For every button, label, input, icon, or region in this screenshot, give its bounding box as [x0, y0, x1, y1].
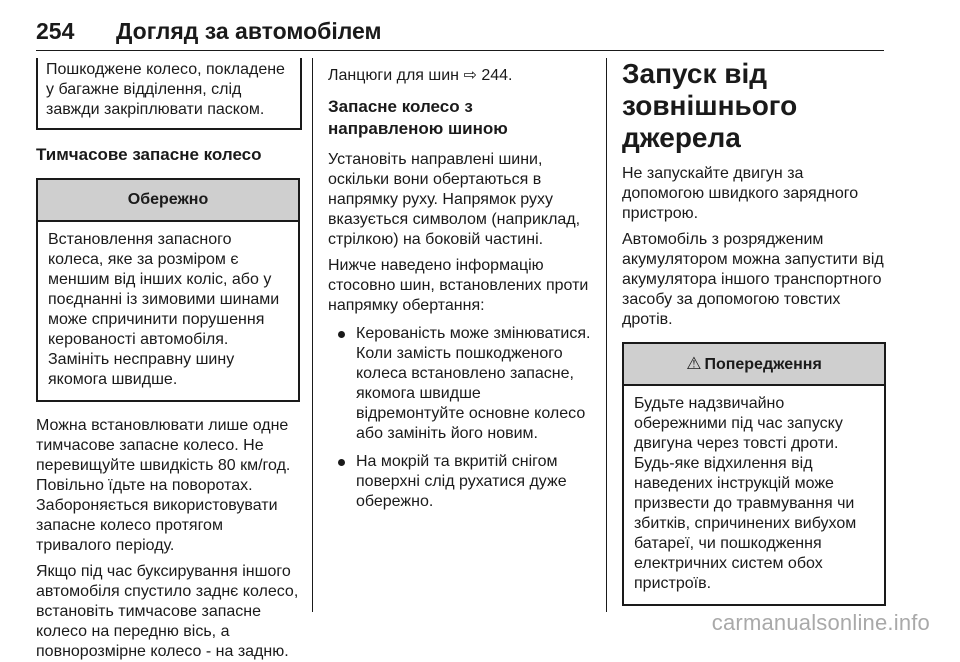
section-heading-jump-start: Запуск від зовнішнього джерела — [622, 58, 798, 153]
paragraph: Можна встановлювати лише одне тимчасове запасне колесо. Не перевищуйте швидкість 80 км/год. Повільно їдьте на поворотах. Забороняється використовувати запасне колесо протягом тривалого періоду. — [36, 417, 291, 554]
warning-title: Попередження — [704, 356, 822, 373]
note-text: Пошкоджене колесо, покладене у багажне відділення, слід завжди закріплювати паском. — [46, 61, 285, 118]
column-divider — [312, 58, 313, 612]
paragraph: Нижче наведено інформацію стосовно шин, встановлених проти напрямку обертання: — [328, 257, 589, 314]
section-heading-temporary-spare: Тимчасове запасне колесо — [36, 145, 262, 164]
paragraph: Якщо під час буксирування іншого автомобіля спустило заднє колесо, встановіть тимчасове запасне колесо на передню вісь, а повнорозмірне колесо - на задню. — [36, 563, 299, 660]
reference-page[interactable]: 244. — [481, 67, 513, 84]
cross-reference[interactable] — [328, 66, 592, 86]
continued-note-box — [36, 58, 302, 130]
column-3 — [622, 58, 886, 606]
paragraph: Установіть направлені шини, оскільки вони обертаються в напрямку руху. Напрямок руху вказується символом (наприклад, стрілкою) на боковій частині. — [328, 151, 581, 248]
caution-title: Обережно — [38, 180, 298, 222]
paragraph: Не запускайте двигун за допомогою швидкого зарядного пристрою. — [622, 165, 859, 222]
list-item-text: На мокрій та вкритій снігом поверхні слід рухатися дуже обережно. — [356, 453, 567, 510]
watermark: carmanualsonline.info — [711, 610, 930, 635]
warning-header — [624, 344, 884, 386]
column-2 — [328, 58, 592, 512]
page-header — [36, 18, 884, 51]
arrow-right-icon: ⇨ — [463, 67, 477, 84]
reference-text: Ланцюги для шин — [328, 67, 460, 84]
list-item — [328, 452, 592, 512]
list-item-text: Керованість може змінюватися. Коли замість пошкодженого колеса встановлено запасне, якомога швидше відремонтуйте основне колесо або замініть його новим. — [356, 325, 591, 442]
list-item — [328, 324, 592, 444]
paragraph: Автомобіль з розрядженим акумулятором можна запустити від акумулятора іншого транспортного засобу за допомогою товстих дротів. — [622, 231, 884, 328]
page-title: Догляд за автомобілем — [116, 18, 382, 44]
warning-box — [622, 342, 886, 606]
column-divider — [606, 58, 607, 612]
caution-box — [36, 178, 300, 402]
column-1 — [36, 58, 300, 662]
section-heading-directional-tire: Запасне колесо з направленою шиною — [328, 97, 508, 138]
bullet-icon — [338, 459, 345, 466]
bullet-icon — [338, 331, 345, 338]
warning-body: Будьте надзвичайно обережними під час запуску двигуна через товсті дроти. Будь-яке відхилення від наведених інструкцій може призвести до травмування чи збитків, спричинених вибухом батареї, чи пошкодження електричних систем обох пристроїв. — [634, 395, 857, 592]
page-number: 254 — [36, 18, 75, 44]
caution-body: Встановлення запасного колеса, яке за розміром є меншим від інших коліс, або у поєднанні із зимовими шинами може спричинити порушення керованості автомобіля. Замініть несправну шину якомога швидше. — [48, 231, 280, 388]
warning-triangle-icon: ⚠ — [686, 354, 702, 373]
